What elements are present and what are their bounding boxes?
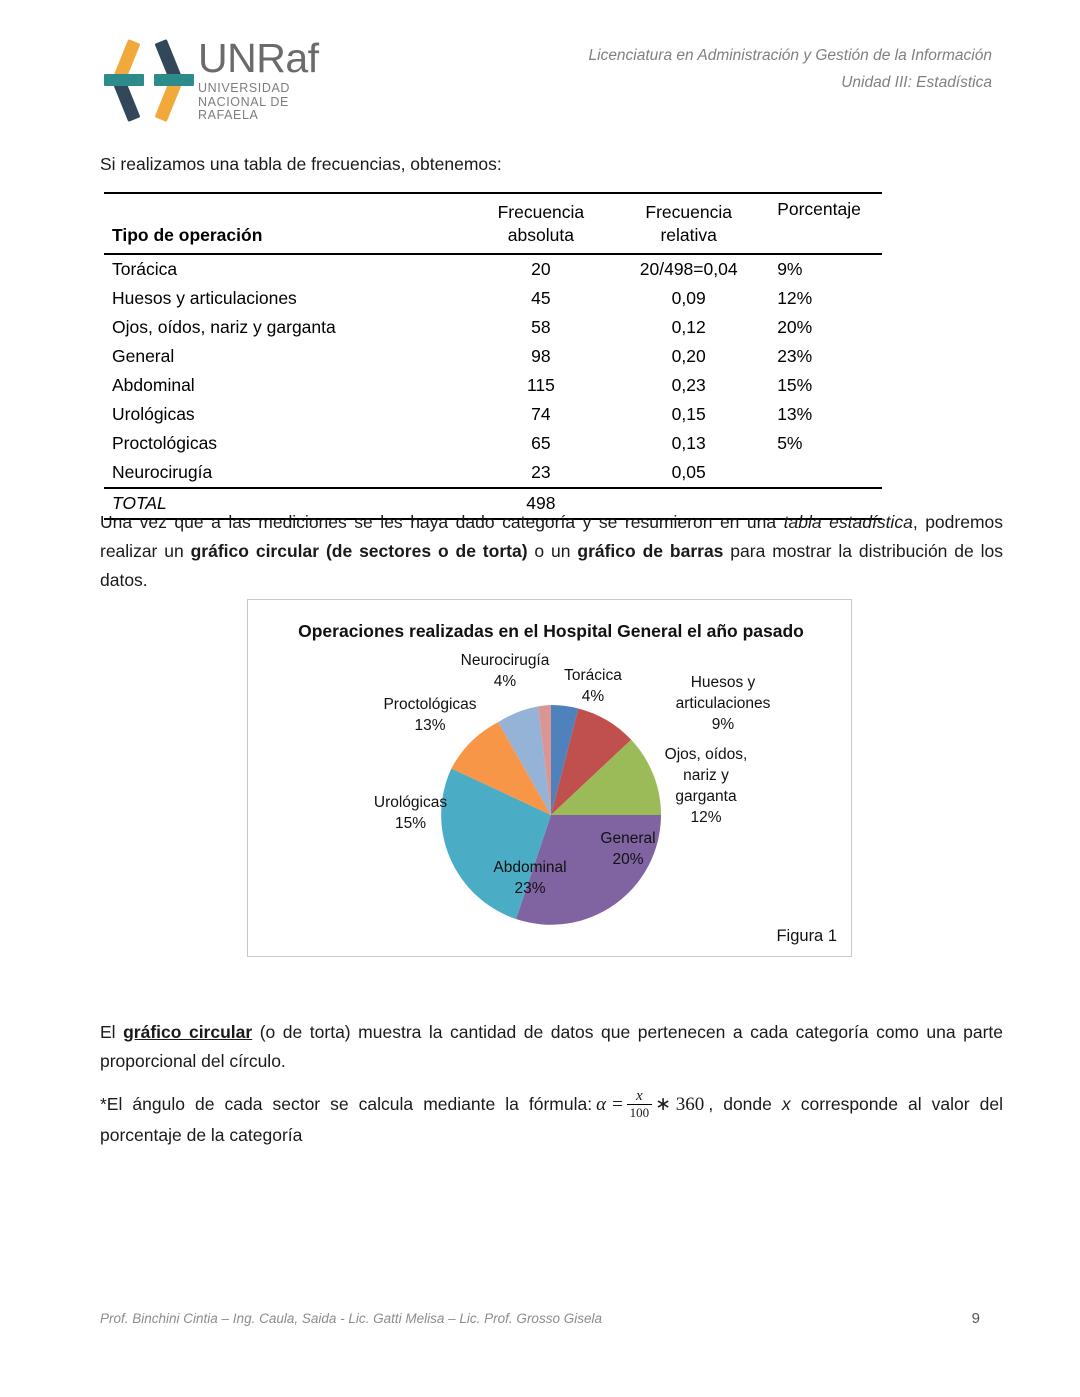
col-header-category: Tipo de operación	[112, 225, 263, 245]
cell-categoria: Proctológicas	[112, 433, 218, 453]
pie-label-toracica	[538, 665, 648, 707]
cell-absoluta: 58	[531, 317, 551, 337]
pie-label-ojos-line1: Ojos, oídos,	[664, 746, 748, 763]
unraf-wordmark	[198, 36, 358, 123]
circ-text-2: (o de torta) muestra la cantidad de datos que pertenecen a cada categoría como una parte proporcional del círculo.	[100, 1022, 1003, 1071]
pie-label-ojos	[646, 744, 766, 828]
pie-label-urologicas-name: Urológicas	[373, 794, 448, 811]
col-header-percent: Porcentaje	[777, 199, 861, 219]
formula-text-3: corresponde al valor del porcentaje de la categoría	[100, 1094, 1004, 1146]
cell-total-label: TOTAL	[112, 493, 167, 513]
pie-label-general	[578, 828, 678, 870]
unraf-subtitle	[198, 82, 358, 123]
cell-absoluta: 65	[531, 433, 551, 453]
pie-label-abdominal-value: 23%	[514, 880, 546, 897]
cell-absoluta: 74	[531, 404, 551, 424]
frequency-table-head	[104, 193, 882, 254]
figure-caption: Figura 1	[776, 927, 837, 945]
pie-label-huesos-value: 9%	[711, 716, 735, 733]
intro-emphasis: tabla estadística	[783, 512, 913, 532]
table-row	[104, 371, 882, 400]
cell-porcentaje	[763, 458, 882, 488]
pie-label-abdominal-name: Abdominal	[493, 859, 567, 876]
intro-text-3: o un	[527, 541, 578, 561]
pie-label-huesos-line2: articulaciones	[675, 695, 771, 712]
pie-label-toracica-value: 4%	[581, 688, 605, 705]
cell-porcentaje: 23%	[777, 346, 813, 366]
formula-multiplier: ∗ 360	[655, 1094, 705, 1115]
cell-absoluta: 20	[531, 259, 551, 279]
page-footer	[100, 1310, 980, 1327]
circ-link[interactable]: gráfico circular	[123, 1022, 253, 1042]
col-header-absolute-line1: Frecuencia	[497, 202, 585, 222]
cell-relativa: 0,20	[671, 346, 706, 366]
col-header-absolute	[468, 193, 615, 254]
footer-authors: Prof. Binchini Cintia – Ing. Caula, Saida - Lic. Gatti Melisa – Lic. Prof. Grosso Gisela	[100, 1311, 602, 1326]
cell-relativa: 0,09	[671, 288, 706, 308]
cell-categoria: Neurocirugía	[112, 462, 213, 482]
formula-numerator: x	[636, 1088, 643, 1105]
pie-label-toracica-name: Torácica	[564, 667, 622, 684]
lead-paragraph: Si realizamos una tabla de frecuencias, obtenemos:	[100, 154, 502, 174]
cell-relativa: 20/498=0,04	[639, 259, 738, 279]
cell-absoluta: 45	[531, 288, 551, 308]
pie-label-general-value: 20%	[612, 851, 644, 868]
pie-label-urologicas-value: 15%	[394, 815, 427, 832]
table-row	[104, 342, 882, 371]
footer-page-number: 9	[971, 1310, 980, 1327]
unraf-subtitle-line-2: NACIONAL DE	[198, 94, 289, 109]
cell-categoria: Urológicas	[112, 404, 195, 424]
pie-label-general-name: General	[600, 830, 656, 847]
cell-categoria: Torácica	[112, 259, 178, 279]
intro-text-2: , podremos realizar un	[100, 512, 1004, 561]
cell-total-absoluta: 498	[526, 493, 556, 513]
cell-porcentaje: 12%	[777, 288, 813, 308]
unraf-subtitle-line-1: UNIVERSIDAD	[198, 81, 291, 95]
unraf-subtitle-line-3: RAFAELA	[198, 108, 259, 122]
col-header-relative	[614, 193, 763, 254]
cell-absoluta: 98	[531, 346, 551, 366]
cell-relativa: 0,23	[671, 375, 706, 395]
pie-label-ojos-value: 12%	[690, 809, 722, 826]
cell-porcentaje: 9%	[777, 259, 803, 279]
table-row	[104, 400, 882, 429]
chart-title: Operaciones realizadas en el Hospital General el año pasado	[298, 621, 804, 641]
table-row	[104, 458, 882, 488]
circ-text-1: El	[100, 1022, 124, 1042]
formula-text-1: *El ángulo de cada sector se calcula mediante la fórmula:	[100, 1094, 593, 1115]
col-header-relative-line2: relativa	[660, 225, 717, 245]
formula-paragraph	[100, 1090, 1003, 1150]
cell-categoria: General	[112, 346, 175, 366]
frequency-table-body	[104, 254, 882, 519]
cell-relativa: 0,15	[671, 404, 706, 424]
table-row	[104, 429, 882, 458]
cell-porcentaje: 13%	[777, 404, 813, 424]
cell-porcentaje: 15%	[777, 375, 813, 395]
pie-label-ojos-line2: nariz y	[683, 767, 729, 784]
header-unit-line: Unidad III: Estadística	[841, 74, 992, 91]
header-course-info	[589, 42, 993, 96]
formula-fraction	[627, 1089, 653, 1120]
header-course-line: Licenciatura en Administración y Gestión de la Información	[588, 47, 992, 64]
formula-variable-x: x	[781, 1094, 791, 1115]
intro-bold-1: gráfico circular (de sectores o de torta)	[190, 541, 528, 561]
intro-bold-2: gráfico de barras	[577, 541, 724, 561]
table-row	[104, 313, 882, 342]
pie-label-abdominal	[470, 857, 590, 899]
formula-denominator: 100	[627, 1104, 653, 1120]
cell-porcentaje: 20%	[777, 317, 813, 337]
col-header-absolute-line2: absoluta	[507, 225, 574, 245]
cell-porcentaje: 5%	[777, 433, 803, 453]
cell-relativa: 0,13	[671, 433, 706, 453]
cell-categoria: Huesos y articulaciones	[112, 288, 297, 308]
pie-label-ojos-line3: garganta	[675, 788, 737, 805]
unraf-name: UNRaf	[198, 35, 319, 81]
formula-alpha: α =	[596, 1094, 624, 1115]
cell-relativa: 0,12	[671, 317, 706, 337]
pie-label-huesos	[648, 672, 798, 735]
intro-paragraph	[100, 508, 1003, 595]
angle-formula	[596, 1090, 704, 1121]
table-row	[104, 254, 882, 284]
pie-label-proctologicas-value: 13%	[414, 717, 446, 734]
cell-absoluta: 115	[526, 375, 555, 395]
pie-chart-figure	[247, 599, 852, 957]
pie-label-huesos-line1: Huesos y	[690, 674, 756, 691]
pie-label-urologicas	[348, 792, 473, 834]
pie-label-proctologicas	[360, 694, 500, 736]
intro-text-1: Una vez que a las mediciones se les haya dado categoría y se resumieron en una	[100, 512, 784, 532]
intro-text-4: para mostrar la distribución de los datos.	[100, 541, 1004, 590]
cell-categoria: Ojos, oídos, nariz y garganta	[112, 317, 336, 337]
cell-absoluta: 23	[531, 462, 551, 482]
table-row	[104, 284, 882, 313]
pie-label-neurocirugia-name: Neurocirugía	[460, 652, 550, 669]
pie-label-proctologicas-name: Proctológicas	[383, 696, 477, 713]
unraf-asterisk-icon	[100, 32, 198, 128]
unraf-logo	[100, 32, 350, 132]
circular-paragraph	[100, 1018, 1003, 1076]
frequency-table	[104, 192, 882, 520]
formula-text-2: , donde	[708, 1094, 782, 1115]
cell-categoria: Abdominal	[112, 375, 195, 395]
page-header	[0, 0, 1080, 140]
col-header-relative-line1: Frecuencia	[645, 202, 732, 222]
table-header-row	[104, 193, 882, 254]
cell-relativa: 0,05	[671, 462, 706, 482]
pie-label-neurocirugia-value: 4%	[493, 673, 517, 690]
